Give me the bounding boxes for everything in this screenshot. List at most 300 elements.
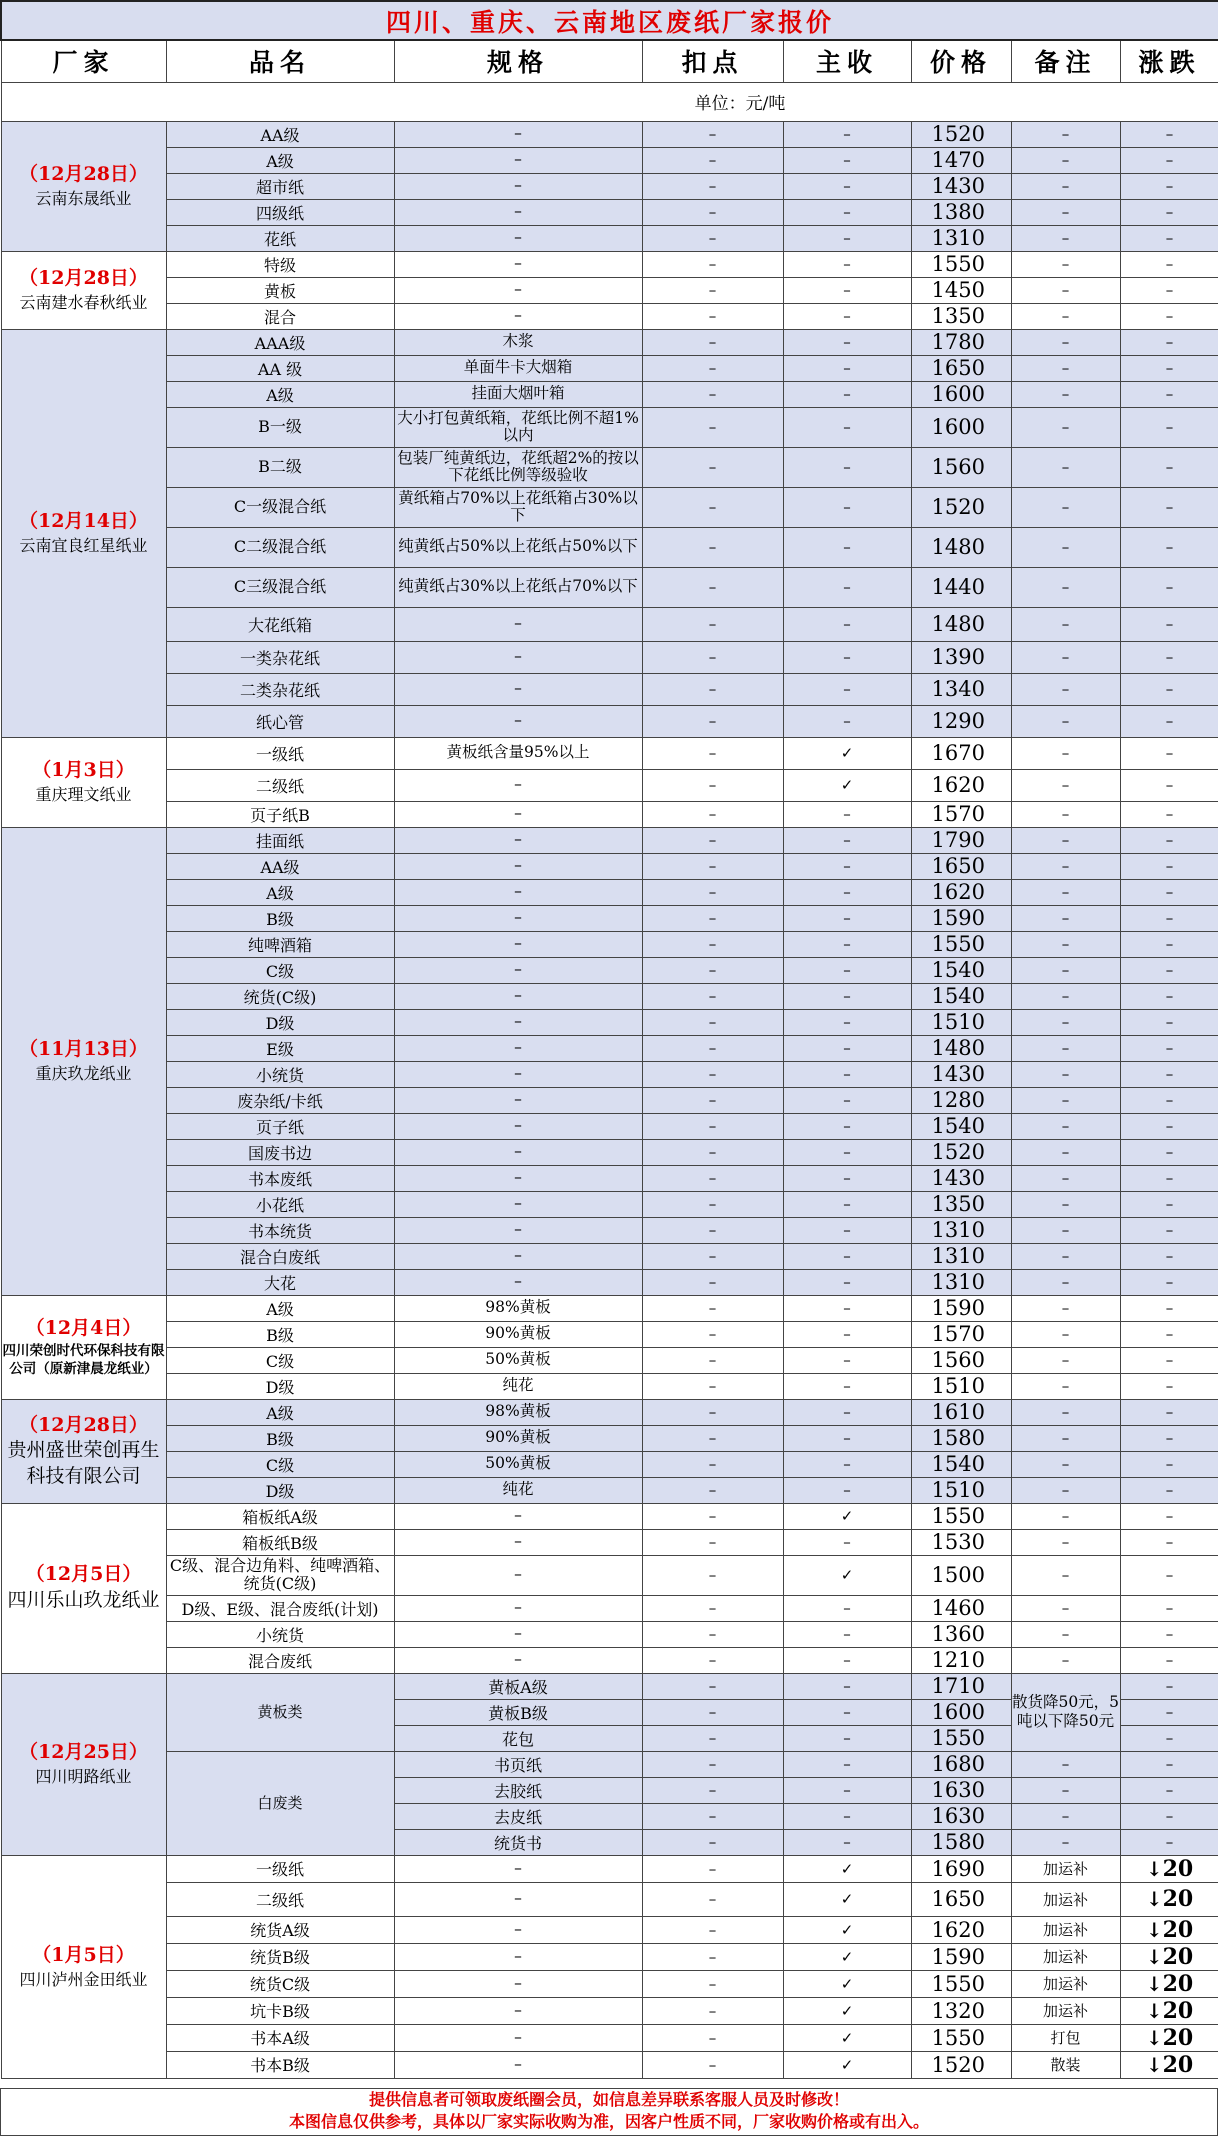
main-cell: –	[783, 1595, 911, 1621]
deduct-cell: –	[642, 1673, 783, 1699]
main-cell: –	[783, 1139, 911, 1165]
spec-cell: –	[394, 1595, 642, 1621]
note-cell: 加运补	[1011, 1855, 1120, 1882]
price-cell: 1550	[911, 251, 1011, 277]
price-cell: 1350	[911, 303, 1011, 329]
table-row	[1, 1451, 1218, 1477]
product-cell: C级	[166, 1451, 394, 1477]
change-cell: –	[1120, 737, 1218, 769]
table-row	[1, 1882, 1218, 1916]
deduct-cell: –	[642, 1373, 783, 1399]
change-cell: –	[1120, 447, 1218, 487]
spec-cell: –	[394, 801, 642, 827]
price-cell: 1510	[911, 1009, 1011, 1035]
main-cell: –	[783, 1751, 911, 1777]
main-cell: –	[783, 1087, 911, 1113]
product-cell: 混合	[166, 303, 394, 329]
change-cell	[1120, 1997, 1218, 2024]
change-cell: –	[1120, 801, 1218, 827]
note-cell: –	[1011, 1399, 1120, 1425]
table-row	[1, 527, 1218, 567]
deduct-cell: –	[642, 1595, 783, 1621]
header-deduct: 扣点	[642, 40, 783, 82]
spec-cell: –	[394, 1009, 642, 1035]
main-cell: –	[783, 607, 911, 641]
deduct-cell: –	[642, 567, 783, 607]
deduct-cell: –	[642, 801, 783, 827]
change-cell: –	[1120, 303, 1218, 329]
spec-cell: 单面牛卡大烟箱	[394, 355, 642, 381]
note-cell: –	[1011, 277, 1120, 303]
price-cell: 1310	[911, 1269, 1011, 1295]
product-cell: B级	[166, 1425, 394, 1451]
note-cell: –	[1011, 1803, 1120, 1829]
note-cell: –	[1011, 303, 1120, 329]
main-cell: –	[783, 1451, 911, 1477]
spec-cell: –	[394, 1529, 642, 1555]
spec-cell: 去皮纸	[394, 1803, 642, 1829]
note-cell: –	[1011, 1595, 1120, 1621]
main-cell: –	[783, 329, 911, 355]
table-row	[1, 905, 1218, 931]
note-cell: –	[1011, 1451, 1120, 1477]
spec-cell: –	[394, 1916, 642, 1943]
spec-cell: 统货书	[394, 1829, 642, 1855]
spec-cell: 纯黄纸占30%以上花纸占70%以下	[394, 567, 642, 607]
spec-cell: –	[394, 879, 642, 905]
product-cell: E级	[166, 1035, 394, 1061]
product-cell: D级	[166, 1373, 394, 1399]
spec-cell: –	[394, 1269, 642, 1295]
price-cell: 1520	[911, 121, 1011, 147]
main-cell: –	[783, 147, 911, 173]
factory-cell	[1, 1855, 166, 2078]
main-cell: ✓	[783, 769, 911, 801]
price-cell: 1550	[911, 1503, 1011, 1529]
product-cell: 混合废纸	[166, 1647, 394, 1673]
deduct-cell: –	[642, 983, 783, 1009]
change-cell: –	[1120, 487, 1218, 527]
change-cell	[1120, 1970, 1218, 1997]
spec-cell: –	[394, 173, 642, 199]
note-cell: –	[1011, 199, 1120, 225]
main-cell: –	[783, 1321, 911, 1347]
table-row	[1, 1347, 1218, 1373]
note-cell: –	[1011, 1295, 1120, 1321]
product-cell: 坑卡B级	[166, 1997, 394, 2024]
product-cell: 页子纸	[166, 1113, 394, 1139]
change-cell	[1120, 1943, 1218, 1970]
spec-cell: –	[394, 225, 642, 251]
main-cell: –	[783, 121, 911, 147]
price-cell: 1650	[911, 1882, 1011, 1916]
product-cell: 大花	[166, 1269, 394, 1295]
price-cell: 1620	[911, 879, 1011, 905]
product-cell: 书本B级	[166, 2051, 394, 2078]
factory-cell	[1, 121, 166, 251]
price-cell: 1540	[911, 1113, 1011, 1139]
deduct-cell: –	[642, 1321, 783, 1347]
main-cell: –	[783, 407, 911, 447]
product-cell: B二级	[166, 447, 394, 487]
price-cell: 1780	[911, 329, 1011, 355]
deduct-cell: –	[642, 1647, 783, 1673]
spec-cell: –	[394, 121, 642, 147]
header-spec: 规格	[394, 40, 642, 82]
deduct-cell: –	[642, 1803, 783, 1829]
factory-date: （12月4日）	[25, 1316, 142, 1339]
table-row	[1, 827, 1218, 853]
change-cell: –	[1120, 1477, 1218, 1503]
price-cell: 1440	[911, 567, 1011, 607]
deduct-cell: –	[642, 407, 783, 447]
note-cell: –	[1011, 1373, 1120, 1399]
deduct-cell: –	[642, 1139, 783, 1165]
price-cell: 1590	[911, 1295, 1011, 1321]
main-cell: –	[783, 1621, 911, 1647]
price-cell: 1630	[911, 1777, 1011, 1803]
table-row	[1, 1477, 1218, 1503]
deduct-cell: –	[642, 225, 783, 251]
deduct-cell: –	[642, 2051, 783, 2078]
product-cell: 废杂纸/卡纸	[166, 1087, 394, 1113]
table-row	[1, 355, 1218, 381]
change-cell: –	[1120, 1113, 1218, 1139]
table-row	[1, 2024, 1218, 2051]
note-cell: –	[1011, 853, 1120, 879]
factory-cell	[1, 1503, 166, 1673]
note-cell: –	[1011, 1477, 1120, 1503]
product-cell: 特级	[166, 251, 394, 277]
change-cell: –	[1120, 641, 1218, 673]
change-cell: –	[1120, 983, 1218, 1009]
change-cell: –	[1120, 1295, 1218, 1321]
deduct-cell: –	[642, 121, 783, 147]
spec-cell: –	[394, 607, 642, 641]
price-cell: 1320	[911, 1997, 1011, 2024]
change-cell: –	[1120, 1647, 1218, 1673]
change-cell: –	[1120, 1751, 1218, 1777]
change-cell: –	[1120, 567, 1218, 607]
deduct-cell: –	[642, 1425, 783, 1451]
price-cell: 1360	[911, 1621, 1011, 1647]
main-cell: –	[783, 1347, 911, 1373]
product-cell: 书本废纸	[166, 1165, 394, 1191]
note-cell: –	[1011, 1555, 1120, 1595]
note-cell: 加运补	[1011, 1997, 1120, 2024]
product-cell: 箱板纸A级	[166, 1503, 394, 1529]
change-cell: –	[1120, 1269, 1218, 1295]
note-cell: –	[1011, 1347, 1120, 1373]
spec-cell: –	[394, 2024, 642, 2051]
product-cell: 小统货	[166, 1061, 394, 1087]
main-cell: –	[783, 1529, 911, 1555]
table-row	[1, 879, 1218, 905]
factory-date: （11月13日）	[19, 1038, 148, 1061]
deduct-cell: –	[642, 1529, 783, 1555]
note-cell: –	[1011, 827, 1120, 853]
note-cell: –	[1011, 1061, 1120, 1087]
spec-cell: –	[394, 1503, 642, 1529]
price-cell: 1340	[911, 673, 1011, 705]
deduct-cell: –	[642, 1009, 783, 1035]
price-cell: 1350	[911, 1191, 1011, 1217]
table-row	[1, 1425, 1218, 1451]
note-cell: –	[1011, 607, 1120, 641]
main-cell: –	[783, 983, 911, 1009]
table-row	[1, 121, 1218, 147]
change-cell	[1120, 1916, 1218, 1943]
spec-cell: –	[394, 1621, 642, 1647]
table-row	[1, 1009, 1218, 1035]
change-cell: –	[1120, 1347, 1218, 1373]
note-cell: –	[1011, 983, 1120, 1009]
deduct-cell: –	[642, 1477, 783, 1503]
spec-cell: 花包	[394, 1725, 642, 1751]
deduct-cell: –	[642, 1295, 783, 1321]
product-cell: 黄板	[166, 277, 394, 303]
factory-cell	[1, 329, 166, 737]
price-cell: 1510	[911, 1477, 1011, 1503]
change-cell: –	[1120, 251, 1218, 277]
change-cell: –	[1120, 1165, 1218, 1191]
table-row	[1, 1061, 1218, 1087]
deduct-cell: –	[642, 1997, 783, 2024]
down-arrow-icon: ↓	[1145, 1944, 1163, 1969]
spec-cell: –	[394, 673, 642, 705]
note-cell: 加运补	[1011, 1916, 1120, 1943]
price-cell: 1430	[911, 1165, 1011, 1191]
product-cell: 花纸	[166, 225, 394, 251]
note-cell: –	[1011, 769, 1120, 801]
main-cell: –	[783, 487, 911, 527]
spec-cell: –	[394, 853, 642, 879]
note-cell: 散货降50元，5吨以下降50元	[1011, 1673, 1120, 1751]
note-cell: –	[1011, 1647, 1120, 1673]
product-cell: 二类杂花纸	[166, 673, 394, 705]
product-cell: B级	[166, 905, 394, 931]
table-row	[1, 1751, 1218, 1777]
deduct-cell: –	[642, 769, 783, 801]
change-cell: –	[1120, 1009, 1218, 1035]
deduct-cell: –	[642, 931, 783, 957]
change-cell: –	[1120, 607, 1218, 641]
factory-name: 贵州盛世荣创再生科技有限公司	[7, 1439, 160, 1487]
main-cell: –	[783, 567, 911, 607]
main-cell: –	[783, 1699, 911, 1725]
down-arrow-icon: ↓	[1145, 1971, 1163, 1996]
product-cell: A级	[166, 1295, 394, 1321]
deduct-cell: –	[642, 1347, 783, 1373]
spec-cell: 50%黄板	[394, 1347, 642, 1373]
factory-name: 云南东晟纸业	[35, 189, 132, 209]
note-cell: –	[1011, 1425, 1120, 1451]
table-row	[1, 769, 1218, 801]
price-cell: 1600	[911, 1699, 1011, 1725]
price-cell: 1290	[911, 705, 1011, 737]
deduct-cell: –	[642, 1243, 783, 1269]
price-cell: 1650	[911, 355, 1011, 381]
header-note: 备注	[1011, 40, 1120, 82]
change-cell: –	[1120, 1555, 1218, 1595]
price-cell: 1450	[911, 277, 1011, 303]
price-cell: 1680	[911, 1751, 1011, 1777]
table-row	[1, 1269, 1218, 1295]
deduct-cell: –	[642, 673, 783, 705]
table-row	[1, 173, 1218, 199]
price-cell: 1580	[911, 1829, 1011, 1855]
table-row	[1, 705, 1218, 737]
spec-cell: 纯花	[394, 1477, 642, 1503]
product-cell: 小统货	[166, 1621, 394, 1647]
product-cell: AAA级	[166, 329, 394, 355]
class-cell: 黄板类	[166, 1673, 394, 1751]
price-cell: 1480	[911, 607, 1011, 641]
main-cell: –	[783, 1803, 911, 1829]
main-cell: –	[783, 381, 911, 407]
main-cell: –	[783, 1295, 911, 1321]
deduct-cell: –	[642, 827, 783, 853]
table-row	[1, 329, 1218, 355]
product-cell: 页子纸B	[166, 801, 394, 827]
main-cell: ✓	[783, 1882, 911, 1916]
note-cell: –	[1011, 737, 1120, 769]
main-cell: –	[783, 1399, 911, 1425]
note-cell: –	[1011, 673, 1120, 705]
price-cell: 1510	[911, 1373, 1011, 1399]
note-cell: 加运补	[1011, 1970, 1120, 1997]
table-row	[1, 1165, 1218, 1191]
deduct-cell: –	[642, 905, 783, 931]
note-cell: –	[1011, 447, 1120, 487]
deduct-cell: –	[642, 879, 783, 905]
deduct-cell: –	[642, 355, 783, 381]
product-cell: 四级纸	[166, 199, 394, 225]
product-cell: 纸心管	[166, 705, 394, 737]
product-cell: D级	[166, 1477, 394, 1503]
spec-cell: –	[394, 1191, 642, 1217]
change-cell: –	[1120, 931, 1218, 957]
note-cell: –	[1011, 527, 1120, 567]
factory-cell	[1, 737, 166, 827]
main-cell: –	[783, 1009, 911, 1035]
change-cell: –	[1120, 121, 1218, 147]
table-row	[1, 1555, 1218, 1595]
change-value: 20	[1162, 1997, 1194, 2024]
change-cell: –	[1120, 277, 1218, 303]
deduct-cell: –	[642, 1165, 783, 1191]
main-cell: –	[783, 1373, 911, 1399]
spec-cell: –	[394, 1855, 642, 1882]
factory-date: （12月28日）	[19, 1413, 148, 1436]
spec-cell: –	[394, 957, 642, 983]
main-cell: –	[783, 1673, 911, 1699]
note-cell: –	[1011, 905, 1120, 931]
factory-cell	[1, 1673, 166, 1855]
main-cell: –	[783, 1425, 911, 1451]
main-cell: –	[783, 673, 911, 705]
spec-cell: –	[394, 251, 642, 277]
change-cell	[1120, 1882, 1218, 1916]
spec-cell: –	[394, 769, 642, 801]
factory-date: （12月25日）	[19, 1741, 148, 1764]
note-cell: –	[1011, 1191, 1120, 1217]
deduct-cell: –	[642, 381, 783, 407]
price-cell: 1560	[911, 1347, 1011, 1373]
deduct-cell: –	[642, 1451, 783, 1477]
deduct-cell: –	[642, 1269, 783, 1295]
main-cell: –	[783, 853, 911, 879]
factory-cell	[1, 1399, 166, 1503]
change-value: 20	[1162, 1855, 1194, 1882]
table-row	[1, 737, 1218, 769]
change-cell: –	[1120, 1699, 1218, 1725]
table-row	[1, 1997, 1218, 2024]
price-cell: 1520	[911, 1139, 1011, 1165]
change-cell: –	[1120, 769, 1218, 801]
product-cell: 纯啤酒箱	[166, 931, 394, 957]
spec-cell: 包装厂纯黄纸边，花纸超2%的按以下花纸比例等级验收	[394, 447, 642, 487]
main-cell: –	[783, 801, 911, 827]
note-cell: –	[1011, 1009, 1120, 1035]
product-cell: A级	[166, 1399, 394, 1425]
factory-cell	[1, 1295, 166, 1399]
note-cell: –	[1011, 407, 1120, 447]
main-cell: –	[783, 355, 911, 381]
note-cell: –	[1011, 1217, 1120, 1243]
price-cell: 1560	[911, 447, 1011, 487]
main-cell: –	[783, 225, 911, 251]
deduct-cell: –	[642, 147, 783, 173]
main-cell: –	[783, 1191, 911, 1217]
table-row	[1, 1970, 1218, 1997]
note-cell: –	[1011, 1035, 1120, 1061]
price-cell: 1600	[911, 381, 1011, 407]
product-cell: 书本统货	[166, 1217, 394, 1243]
deduct-cell: –	[642, 1699, 783, 1725]
product-cell: 大花纸箱	[166, 607, 394, 641]
product-cell: AA级	[166, 121, 394, 147]
note-cell: –	[1011, 1165, 1120, 1191]
table-row	[1, 931, 1218, 957]
price-cell: 1520	[911, 2051, 1011, 2078]
note-cell: –	[1011, 251, 1120, 277]
main-cell: –	[783, 1725, 911, 1751]
change-cell: –	[1120, 1529, 1218, 1555]
change-cell: –	[1120, 173, 1218, 199]
change-cell: –	[1120, 1373, 1218, 1399]
main-cell: ✓	[783, 1997, 911, 2024]
spec-cell: –	[394, 1882, 642, 1916]
main-cell: –	[783, 1243, 911, 1269]
table-row	[1, 1673, 1218, 1699]
price-cell: 1480	[911, 1035, 1011, 1061]
price-cell: 1550	[911, 1970, 1011, 1997]
change-cell: –	[1120, 1595, 1218, 1621]
change-cell: –	[1120, 527, 1218, 567]
factory-name: 四川乐山玖龙纸业	[7, 1589, 160, 1611]
price-cell: 1710	[911, 1673, 1011, 1699]
main-cell: –	[783, 931, 911, 957]
deduct-cell: –	[642, 1113, 783, 1139]
table-row	[1, 447, 1218, 487]
price-cell: 1580	[911, 1425, 1011, 1451]
header-price: 价格	[911, 40, 1011, 82]
deduct-cell: –	[642, 737, 783, 769]
footer-line-1: 提供信息者可领取废纸圈会员，如信息差异联系客服人员及时修改！	[368, 2090, 849, 2109]
deduct-cell: –	[642, 1399, 783, 1425]
change-cell: –	[1120, 1191, 1218, 1217]
